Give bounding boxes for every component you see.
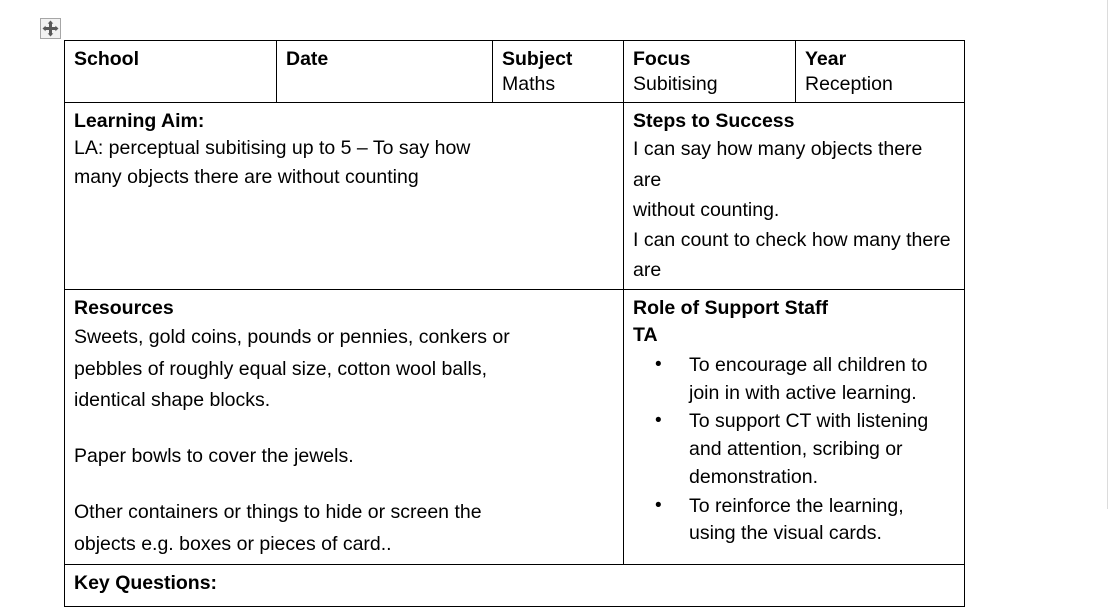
list-item bbox=[655, 408, 955, 491]
role-of-support-staff-title: Role of Support Staff bbox=[633, 297, 828, 320]
resources-title: Resources bbox=[74, 297, 174, 320]
list-item bbox=[655, 493, 955, 548]
list-item-text: To encourage all children to join in with active learning. bbox=[689, 354, 928, 404]
label-subject: Subject bbox=[502, 48, 573, 70]
bullet-icon: • bbox=[655, 410, 662, 432]
page-right-edge bbox=[1107, 0, 1108, 509]
cell-key-questions[interactable] bbox=[65, 565, 965, 607]
steps-to-success-title: Steps to Success bbox=[633, 110, 795, 133]
cell-subject[interactable] bbox=[493, 41, 624, 103]
table-row-aims bbox=[65, 103, 965, 290]
resources-line: Paper bowls to cover the jewels. bbox=[74, 445, 354, 468]
list-item bbox=[655, 352, 955, 407]
list-item-text: To reinforce the learning, using the visual cards. bbox=[689, 494, 904, 545]
lesson-plan-table bbox=[64, 40, 965, 607]
steps-to-success-line: without counting. bbox=[633, 198, 780, 221]
label-year: Year bbox=[805, 48, 847, 70]
move-four-arrows-icon bbox=[41, 19, 60, 38]
role-subtitle-ta: TA bbox=[633, 323, 658, 346]
value-subject: Maths bbox=[502, 73, 556, 96]
cell-school[interactable] bbox=[65, 41, 277, 103]
role-bullet-list bbox=[633, 352, 955, 548]
cell-year[interactable] bbox=[796, 41, 965, 103]
cell-date[interactable] bbox=[277, 41, 493, 103]
resources-line: pebbles of roughly equal size, cotton wool balls, bbox=[74, 357, 488, 380]
resources-line: objects e.g. boxes or pieces of card.. bbox=[74, 532, 392, 555]
learning-aim-line: LA: perceptual subitising up to 5 – To say how bbox=[74, 137, 471, 160]
cell-steps-to-success[interactable] bbox=[624, 103, 965, 290]
value-focus: Subitising bbox=[633, 73, 718, 96]
table-row-key-questions bbox=[65, 565, 965, 607]
table-row-header bbox=[65, 41, 965, 103]
list-item-text: To support CT with listening and attention, scribing or demonstration. bbox=[689, 410, 929, 488]
bullet-icon: • bbox=[655, 494, 662, 516]
resources-line: Other containers or things to hide or screen the bbox=[74, 500, 482, 523]
steps-to-success-line: I can count to check how many there are bbox=[633, 229, 951, 282]
learning-aim-title: Learning Aim: bbox=[74, 110, 205, 133]
table-move-handle[interactable] bbox=[40, 18, 61, 39]
cell-resources[interactable] bbox=[65, 290, 624, 565]
table-row-resources bbox=[65, 290, 965, 565]
resources-line: identical shape blocks. bbox=[74, 389, 271, 412]
cell-role-of-support-staff[interactable] bbox=[624, 290, 965, 565]
resources-line: Sweets, gold coins, pounds or pennies, conkers or bbox=[74, 325, 510, 348]
cell-learning-aim[interactable] bbox=[65, 103, 624, 290]
paragraph-spacer bbox=[74, 417, 614, 441]
key-questions-title: Key Questions: bbox=[74, 572, 218, 595]
label-focus: Focus bbox=[633, 48, 691, 70]
bullet-icon: • bbox=[655, 354, 662, 376]
label-school: School bbox=[74, 48, 140, 70]
steps-to-success-line: I can say how many objects there are bbox=[633, 138, 923, 191]
learning-aim-line: many objects there are without counting bbox=[74, 165, 419, 188]
label-date: Date bbox=[286, 48, 329, 70]
value-year: Reception bbox=[805, 73, 893, 96]
cell-focus[interactable] bbox=[624, 41, 796, 103]
paragraph-spacer bbox=[74, 473, 614, 497]
